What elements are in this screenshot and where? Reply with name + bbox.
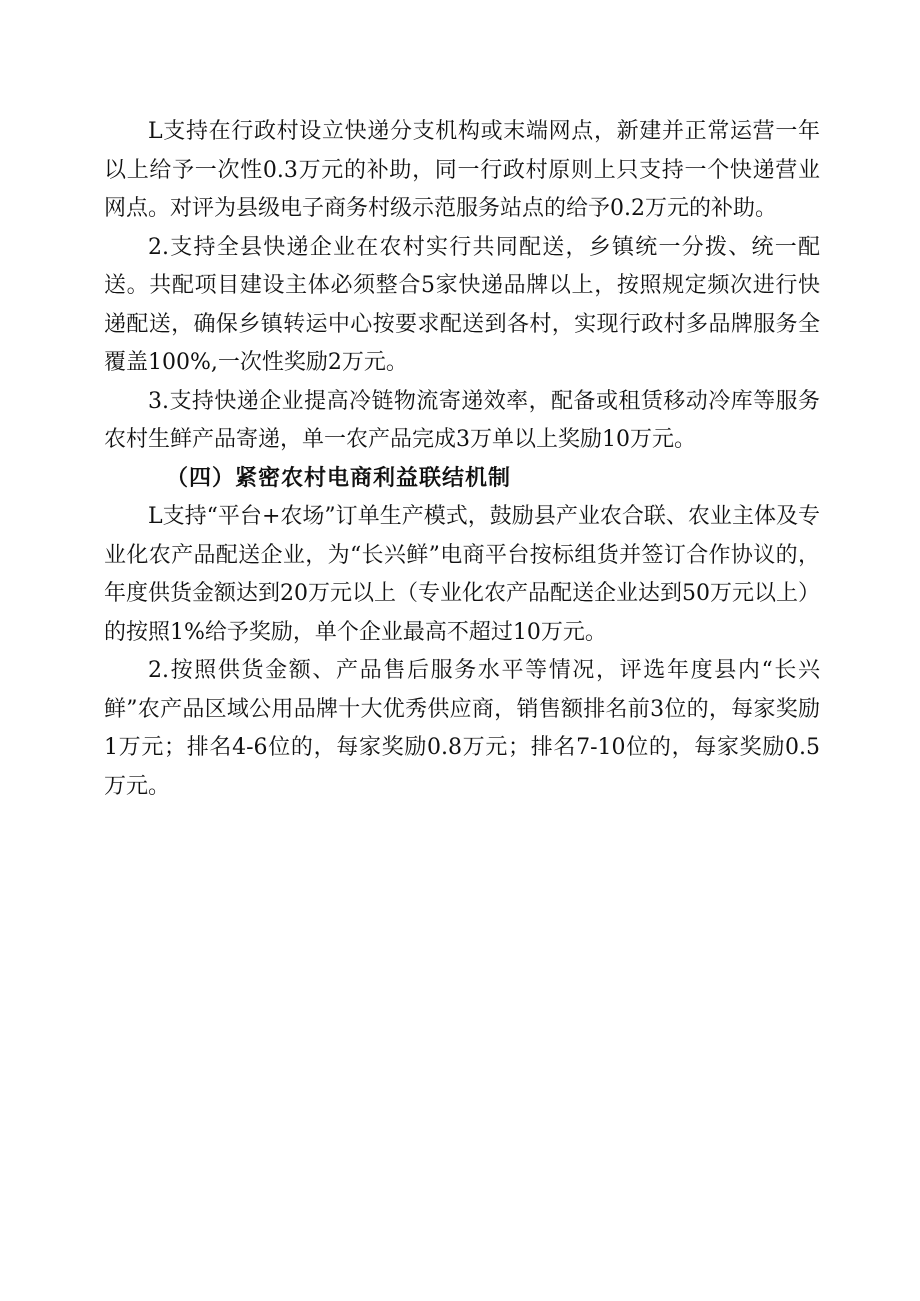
paragraph-express-outlet-subsidy: L支持在行政村设立快递分支机构或末端网点，新建并正常运营一年以上给予一次性0.3万元的补助，同一行政村原则上只支持一个快递营业网点。对评为县级电子商务村级示范服务站点的给予0.2万元的补助。	[104, 119, 820, 221]
paragraph-joint-delivery-reward: 2.支持全县快递企业在农村实行共同配送，乡镇统一分拨、统一配送。共配项目建设主体必须整合5家快递品牌以上，按照规定频次进行快递配送，确保乡镇转运中心按要求配送到各村，实现行政村多品牌服务全覆盖100%,一次性奖励2万元。	[104, 234, 820, 375]
paragraph-platform-farm-order: L支持“平台+农场”订单生产模式，鼓励县产业农合联、农业主体及专业化农产品配送企业，为“长兴鲜”电商平台按标组货并签订合作协议的，年度供货金额达到20万元以上（专业化农产品配送企业达到50万元以上）的按照1%给予奖励，单个企业最高不超过10万元。	[104, 504, 820, 645]
paragraph-cold-chain-reward: 3.支持快递企业提高冷链物流寄递效率，配备或租赁移动冷库等服务农村生鲜产品寄递，单一农产品完成3万单以上奖励10万元。	[104, 388, 820, 452]
document-body	[104, 113, 820, 806]
paragraph-top-supplier-reward: 2.按照供货金额、产品售后服务水平等情况，评选年度县内“长兴鲜”农产品区域公用品牌十大优秀供应商，销售额排名前3位的，每家奖励1万元；排名4-6位的，每家奖励0.8万元；排名7-10位的，每家奖励0.5万元。	[104, 658, 820, 799]
section-heading: （四）紧密农村电商利益联结机制	[166, 465, 512, 491]
